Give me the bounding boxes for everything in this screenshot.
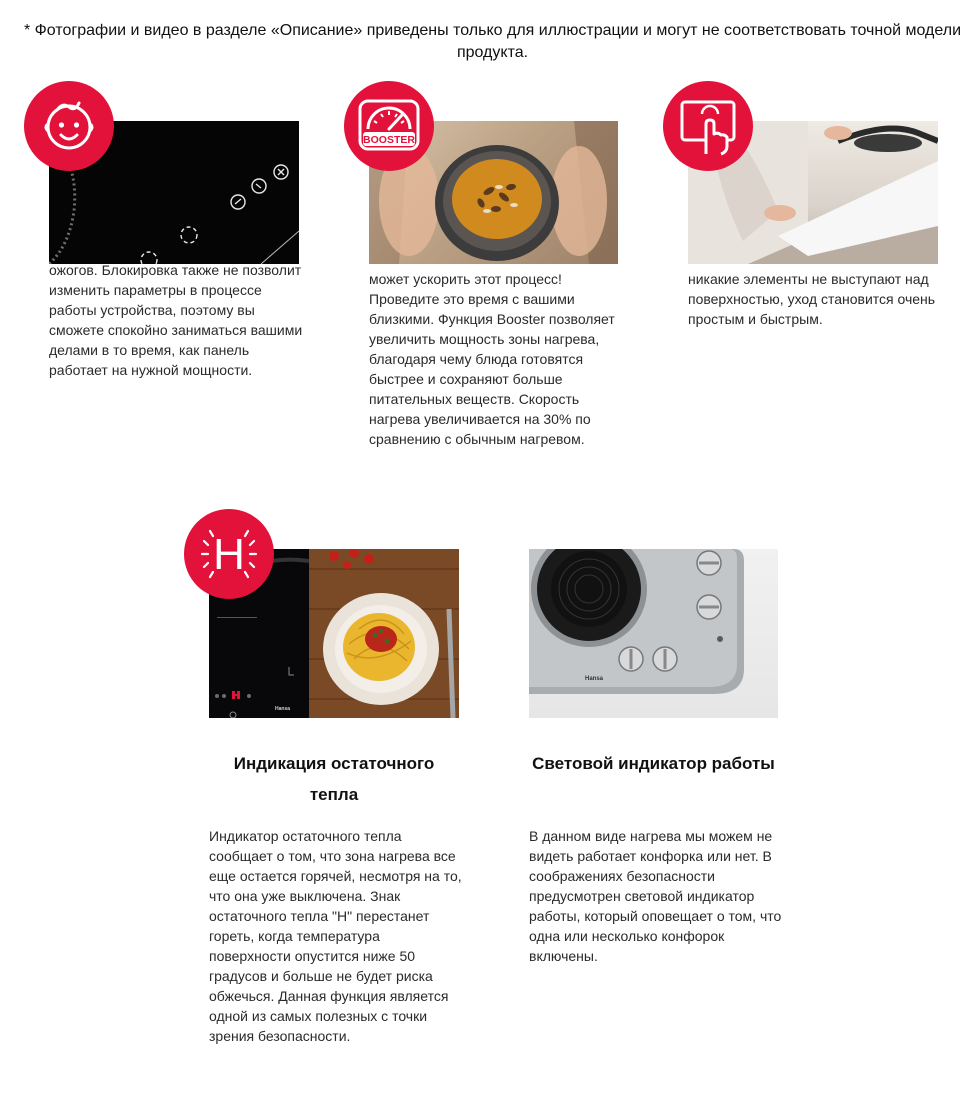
heading-residual-heat: Индикация остаточного тепла xyxy=(233,754,435,804)
booster-icon-label: BOOSTER xyxy=(363,134,415,146)
disclaimer-text: * Фотографии и видео в разделе «Описание» приведены только для иллюстрации и могут не соответствовать точной модели продукта. xyxy=(23,22,962,61)
baby-face-icon xyxy=(24,81,114,171)
residual-heat-h-icon xyxy=(184,509,274,599)
feature-text-touch: никакие элементы не выступают над поверхностью, уход становится очень простым и быстрым. xyxy=(688,271,936,327)
feature-text-residual-heat: Индикатор остаточного тепла сообщает о том, что зона нагрева все еще остается горячей, несмотря на то, что она уже выключена. Знак остаточного тепла "H" перестанет гореть, когда температура поверхности опустится ниже 50 градусов и больше не будет риска обжечься. Данная функция является одной из самых полезных с точки зрения безопасности. xyxy=(209,828,462,1044)
booster-gauge-icon xyxy=(344,81,434,171)
touch-panel-icon xyxy=(663,81,753,171)
feature-text-booster: может ускорить этот процесс! Проведите это время с вашими близкими. Функция Booster позволяет увеличить мощность зоны нагрева, благодаря чему блюда готовятся быстрее и сохраняют больше питательных веществ. Скорость нагрева увеличивается на 30% по сравнению с обычным нагревом. xyxy=(369,271,615,447)
feature-text-light-indicator: В данном виде нагрева мы можем не видеть работает конфорка или нет. В соображениях безопасности предусмотрен световой индикатор работы, который оповещает о том, что одна или несколько конфорок включены. xyxy=(529,828,782,964)
feature-text-child-lock: ожогов. Блокировка также не позволит изменить параметры в процессе работы устройства, поэтому вы сможете спокойно заниматься вашими делами в то время, как панель работает на нужной мощности. xyxy=(49,262,303,378)
gas-hob-photo xyxy=(529,549,778,718)
gas-hob-brand: Hansa xyxy=(585,676,604,682)
pasta-photo-brand: Hansa xyxy=(275,706,291,712)
residual-heat-icon-label: H xyxy=(213,530,245,579)
heading-light-indicator: Световой индикатор работы xyxy=(532,754,775,773)
